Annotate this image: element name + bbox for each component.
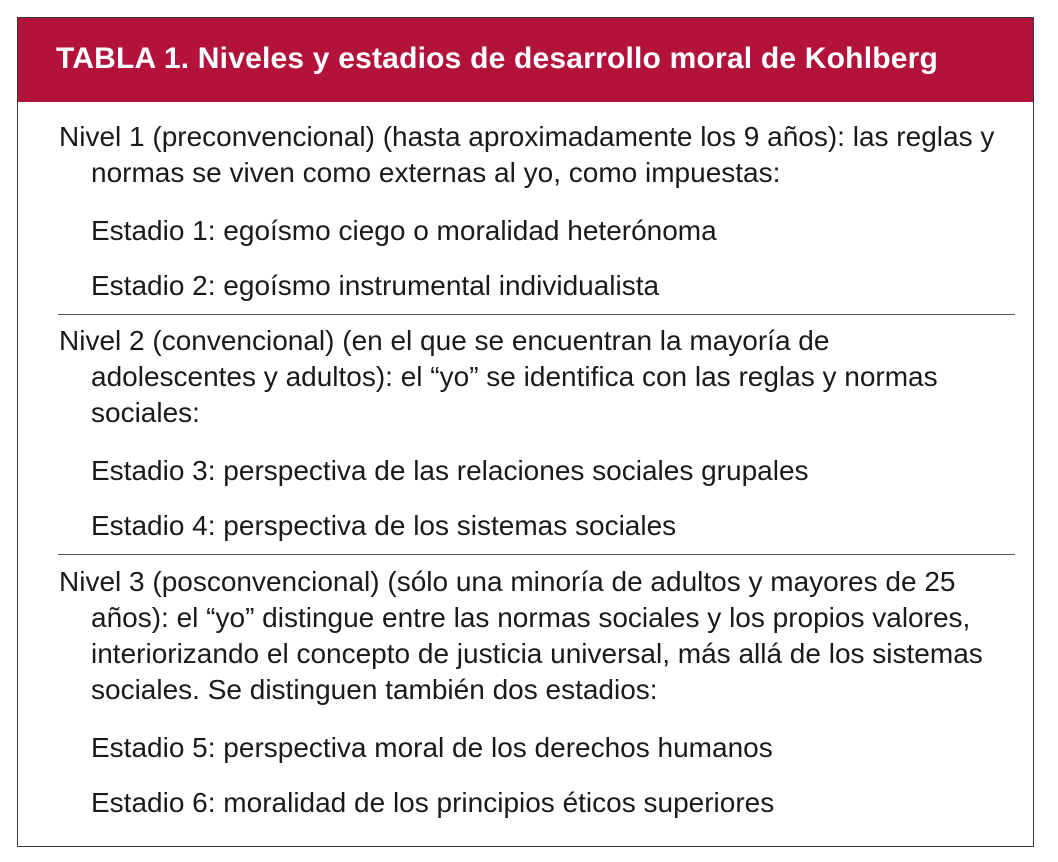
table-header	[18, 18, 1033, 102]
level-divider-1	[58, 314, 1015, 315]
stage-2: Estadio 2: egoísmo instrumental individualista	[91, 270, 660, 301]
table-box	[17, 17, 1034, 847]
level-2-text: Nivel 2 (convencional) (en el que se encuentran la mayoría de adolescentes y adultos): el “yo” se identifica con las reglas y normas sociales:	[59, 325, 938, 428]
stage-3: Estadio 3: perspectiva de las relaciones sociales grupales	[91, 455, 809, 486]
stage-6: Estadio 6: moralidad de los principios éticos superiores	[91, 787, 775, 818]
level-divider-2	[58, 554, 1015, 555]
stage-5: Estadio 5: perspectiva moral de los derechos humanos	[91, 732, 773, 763]
table-title: TABLA 1. Niveles y estadios de desarrollo moral de Kohlberg	[56, 42, 939, 75]
stage-1: Estadio 1: egoísmo ciego o moralidad heterónoma	[91, 215, 717, 246]
level-1-text: Nivel 1 (preconvencional) (hasta aproximadamente los 9 años): las reglas y normas se viven como externas al yo, como impuestas:	[59, 121, 995, 188]
level-3-text: Nivel 3 (posconvencional) (sólo una minoría de adultos y mayores de 25 años): el “yo” distingue entre las normas sociales y los propios valores, interiorizando el concepto de justicia universal, más allá de los sistemas sociales. Se distinguen también dos estadios:	[59, 566, 983, 705]
stage-4: Estadio 4: perspectiva de los sistemas sociales	[91, 510, 677, 541]
